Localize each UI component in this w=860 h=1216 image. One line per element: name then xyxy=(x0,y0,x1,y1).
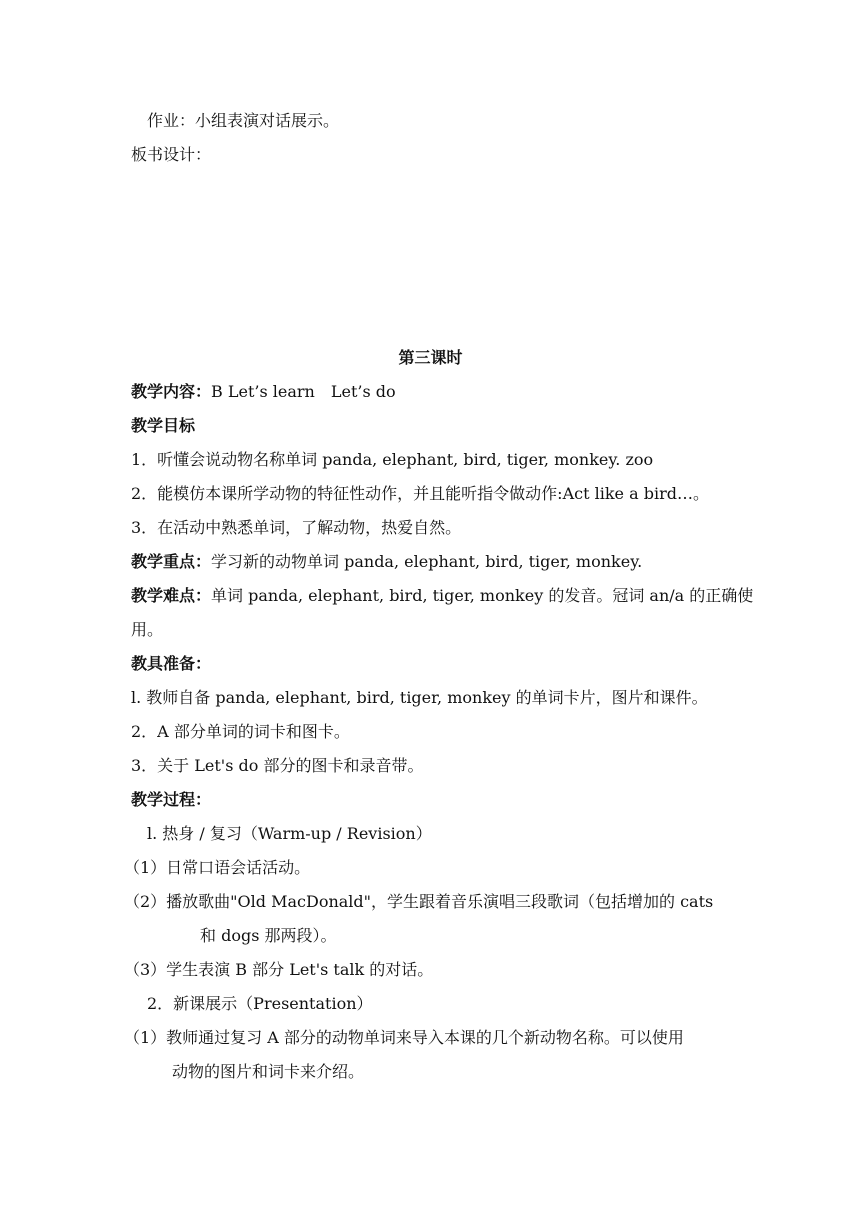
preparation-heading: 教具准备： xyxy=(131,654,212,673)
warmup-step: （3）学生表演 B 部分 Let's talk 的对话。 xyxy=(124,960,434,979)
key-points-line xyxy=(131,552,730,572)
board-design-line: 板书设计： xyxy=(131,145,212,164)
warmup-title: l. 热身 / 复习（Warm-up / Revision） xyxy=(147,824,432,843)
warmup-step: （1）日常口语会话活动。 xyxy=(124,858,311,877)
objectives-heading: 教学目标 xyxy=(131,416,196,435)
presentation-step-continuation: 动物的图片和词卡来介绍。 xyxy=(172,1062,365,1081)
preparation-item: l. 教师自备 panda, elephant, bird, tiger, monkey 的单词卡片，图片和课件。 xyxy=(131,688,708,707)
process-heading: 教学过程： xyxy=(131,790,212,809)
difficulties-continuation: 用。 xyxy=(131,620,164,639)
content-label: 教学内容： xyxy=(131,382,212,401)
objective-item: 1．听懂会说动物名称单词 panda, elephant, bird, tiger, monkey. zoo xyxy=(131,450,654,469)
difficulties-label: 教学难点： xyxy=(131,586,212,605)
warmup-step-continuation: 和 dogs 那两段）。 xyxy=(200,926,337,945)
warmup-step: （2）播放歌曲"Old MacDonald"，学生跟着音乐演唱三段歌词（包括增加的 cats xyxy=(124,892,714,911)
key-points-label: 教学重点： xyxy=(131,552,212,571)
objective-item: 3．在活动中熟悉单词，了解动物，热爱自然。 xyxy=(131,518,462,537)
content-line xyxy=(131,382,730,402)
presentation-step: （1）教师通过复习 A 部分的动物单词来导入本课的几个新动物名称。可以使用 xyxy=(124,1028,684,1047)
homework-line: 作业：小组表演对话展示。 xyxy=(147,111,340,130)
difficulties-line xyxy=(131,586,754,606)
key-points-value: 学习新的动物单词 panda, elephant, bird, tiger, monkey. xyxy=(211,552,643,571)
presentation-title: 2．新课展示（Presentation） xyxy=(147,994,373,1013)
preparation-item: 3．关于 Let's do 部分的图卡和录音带。 xyxy=(131,756,424,775)
content-value: B Let’s learn Let’s do xyxy=(211,382,396,401)
preparation-item: 2．A 部分单词的词卡和图卡。 xyxy=(131,722,350,741)
objective-item: 2．能模仿本课所学动物的特征性动作，并且能听指令做动作:Act like a bird…。 xyxy=(131,484,709,503)
difficulties-value: 单词 panda, elephant, bird, tiger, monkey 的发音。冠词 an/a 的正确使 xyxy=(211,586,754,605)
lesson-title: 第三课时 xyxy=(398,348,463,367)
